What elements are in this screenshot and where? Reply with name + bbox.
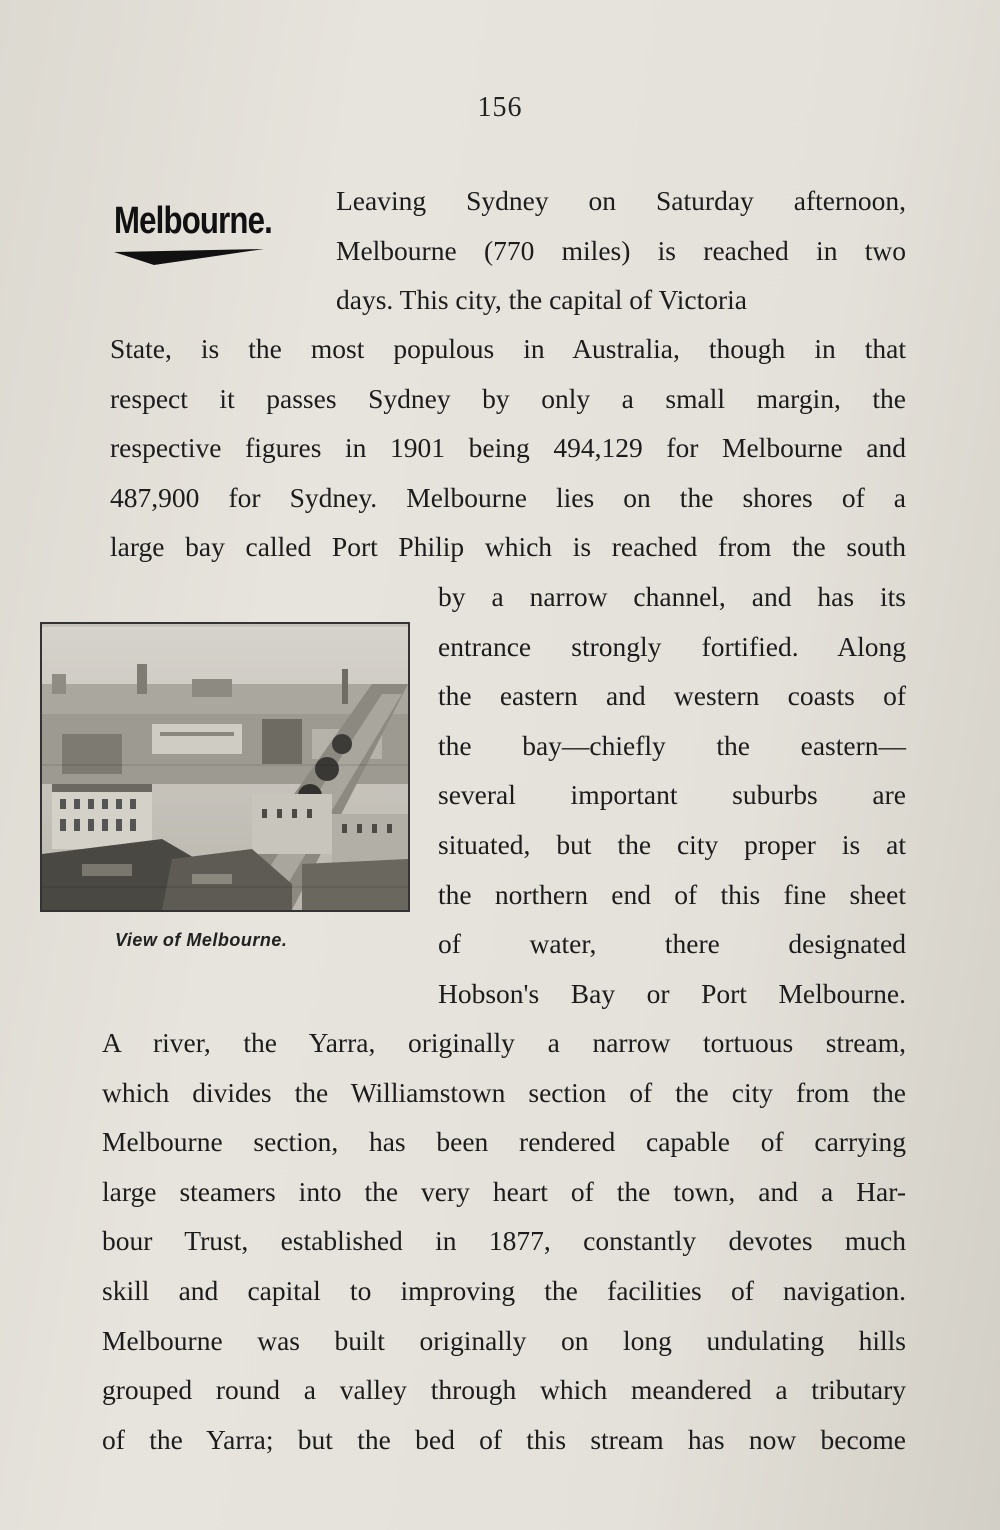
text-line: Melbourne was built originally on long undulating hills	[102, 1324, 906, 1356]
text-line: large bay called Port Philip which is reached from the south	[110, 531, 906, 563]
text-line: Leaving Sydney on Saturday afternoon,	[336, 185, 906, 216]
text-line: situated, but the city proper is at	[438, 828, 906, 860]
text-line: days. This city, the capital of Victoria	[336, 284, 747, 316]
text-block-yarra	[102, 1018, 906, 1464]
text-line: the northern end of this fine sheet	[438, 878, 906, 910]
heading-underline-decoration	[114, 249, 264, 265]
text-line: entrance strongly fortified. Along	[438, 630, 906, 662]
text-line: 487,900 for Sydney. Melbourne lies on the shores of a	[110, 481, 906, 513]
melbourne-city-photo	[40, 622, 410, 912]
text-line: bour Trust, established in 1877, constantly devotes much	[102, 1225, 906, 1257]
text-line: which divides the Williamstown section of the city from the	[102, 1076, 906, 1108]
text-line: respect it passes Sydney by only a small margin, the	[110, 382, 906, 414]
text-line: by a narrow channel, and has its	[438, 581, 906, 612]
city-view-image	[42, 624, 408, 910]
text-line: several important suburbs are	[438, 779, 906, 811]
text-block-main	[110, 324, 906, 572]
text-line: large steamers into the very heart of the town, and a Har-	[102, 1175, 906, 1207]
text-line: Melbourne section, has been rendered capable of carrying	[102, 1126, 906, 1158]
text-line: respective figures in 1901 being 494,129 for Melbourne and	[110, 432, 906, 464]
text-block-intro	[336, 176, 906, 325]
text-line: of the Yarra; but the bed of this stream has now become	[102, 1423, 906, 1455]
section-heading-text: Melbourne.	[114, 200, 273, 242]
text-line: the bay—chiefly the eastern—	[438, 729, 906, 761]
text-line: State, is the most populous in Australia, though in that	[110, 333, 906, 364]
text-line: skill and capital to improving the facilities of navigation.	[102, 1274, 906, 1306]
page-number: 156	[477, 92, 523, 123]
text-line: grouped round a valley through which meandered a tributary	[102, 1374, 906, 1406]
photo-caption: View of Melbourne.	[115, 930, 288, 950]
text-line: Melbourne (770 miles) is reached in two	[336, 234, 906, 266]
text-block-beside-photo	[438, 572, 906, 1018]
text-line: of water, there designated	[438, 928, 906, 960]
text-line: the eastern and western coasts of	[438, 680, 906, 712]
section-heading	[114, 200, 284, 265]
text-line: A river, the Yarra, originally a narrow tortuous stream,	[102, 1027, 906, 1058]
text-line: Hobson's Bay or Port Melbourne.	[438, 977, 906, 1009]
